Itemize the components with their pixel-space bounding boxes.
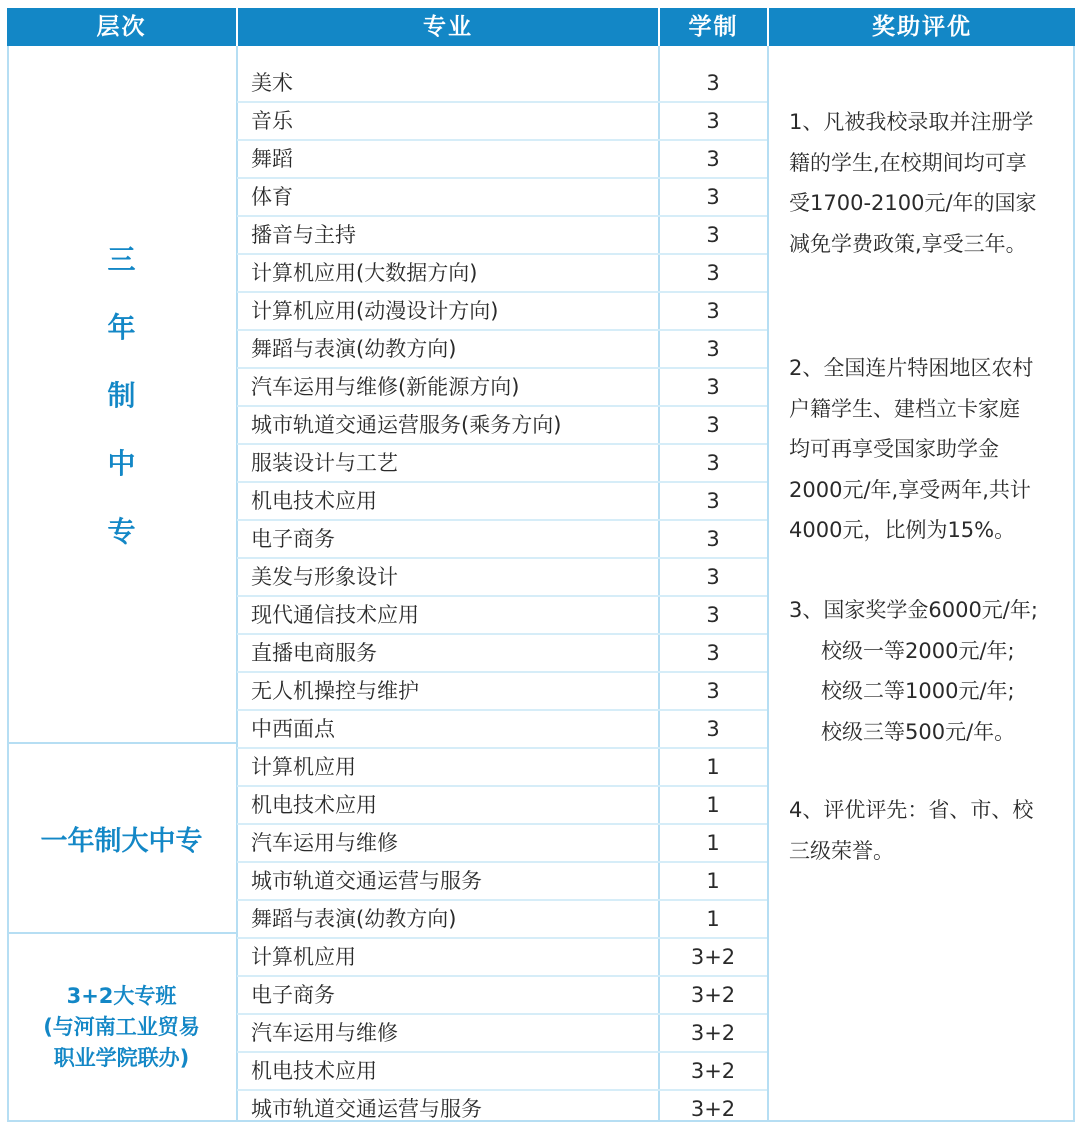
- table-row: [237, 976, 767, 1014]
- header-rewards: 奖助评优: [872, 14, 972, 40]
- table-row: [237, 786, 767, 824]
- duration-value: 3: [706, 413, 720, 437]
- duration-value: 3+2: [690, 1059, 736, 1083]
- table-row: [237, 178, 767, 216]
- reward-line: 受1700-2100元/年的国家: [789, 191, 1037, 215]
- duration-value: 3: [706, 679, 720, 703]
- table-row: [237, 406, 767, 444]
- major-name: 计算机应用: [251, 755, 356, 779]
- level-line: 3+2大专班: [66, 983, 177, 1008]
- major-name: 舞蹈与表演(幼教方向): [251, 907, 457, 931]
- table-row: [237, 1014, 767, 1052]
- major-name: 服装设计与工艺: [251, 451, 398, 475]
- reward-item-1: [789, 102, 1037, 264]
- table-row: [237, 140, 767, 178]
- reward-line: 1、凡被我校录取并注册学: [789, 110, 1034, 134]
- reward-item-3: [789, 590, 1038, 752]
- reward-line: 4、评优评先：省、市、校: [789, 798, 1034, 822]
- table-row: [237, 748, 767, 786]
- level-three-year: [7, 46, 236, 742]
- header-duration: 学制: [688, 14, 739, 40]
- major-name: 电子商务: [251, 527, 335, 551]
- duration-value: 3: [706, 375, 720, 399]
- duration-value: 3: [706, 641, 720, 665]
- duration-value: 3: [706, 261, 720, 285]
- duration-value: 3: [706, 603, 720, 627]
- major-name: 现代通信技术应用: [251, 603, 419, 627]
- duration-value: 3: [706, 717, 720, 741]
- table-row: [237, 216, 767, 254]
- duration-value: 3+2: [690, 1021, 736, 1045]
- major-name: 美术: [251, 71, 293, 95]
- major-name: 直播电商服务: [251, 641, 377, 665]
- major-name: 城市轨道交通运营与服务: [251, 869, 482, 893]
- reward-line: 2000元/年,享受两年,共计: [789, 477, 1031, 502]
- duration-value: 3: [706, 527, 720, 551]
- divider-duration: [767, 46, 769, 1122]
- level-char: 三: [107, 243, 136, 276]
- table-row: [237, 596, 767, 634]
- duration-value: 3: [706, 109, 720, 133]
- major-name: 计算机应用(动漫设计方向): [251, 299, 499, 323]
- table-row: [237, 1052, 767, 1090]
- major-name: 汽车运用与维修: [251, 831, 398, 855]
- duration-value: 3: [706, 451, 720, 475]
- table-row: [237, 254, 767, 292]
- table-row: [237, 824, 767, 862]
- major-name: 汽车运用与维修(新能源方向): [251, 375, 520, 399]
- table-row: [237, 862, 767, 900]
- duration-value: 3: [706, 147, 720, 171]
- table-header: [7, 8, 1075, 46]
- scholarship-table: [7, 8, 1075, 1122]
- level-char: 年: [107, 311, 136, 344]
- duration-value: 1: [706, 793, 720, 817]
- level-three-plus-two: [7, 934, 236, 1120]
- table-row: [237, 1090, 767, 1128]
- reward-item-2: [789, 348, 1033, 551]
- major-name: 城市轨道交通运营与服务: [251, 1097, 482, 1121]
- duration-value: 3: [706, 185, 720, 209]
- reward-item-4: [789, 790, 1033, 871]
- duration-value: 1: [706, 907, 720, 931]
- duration-value: 1: [706, 831, 720, 855]
- level-char: 制: [107, 379, 136, 412]
- reward-line: 2、全国连片特困地区农村: [789, 356, 1034, 380]
- table-row: [237, 444, 767, 482]
- reward-line: 校级三等500元/年。: [821, 719, 1016, 744]
- duration-value: 3: [706, 565, 720, 589]
- major-name: 机电技术应用: [251, 793, 377, 817]
- level-char: 中: [107, 447, 136, 480]
- table-row: [237, 710, 767, 748]
- reward-line: 户籍学生、建档立卡家庭: [789, 396, 1020, 421]
- reward-line: 校级一等2000元/年;: [821, 638, 1015, 663]
- major-name: 城市轨道交通运营服务(乘务方向): [251, 413, 562, 437]
- table-row: [237, 520, 767, 558]
- reward-line: 校级二等1000元/年;: [821, 679, 1015, 703]
- major-name: 机电技术应用: [251, 1059, 377, 1083]
- table-row: [237, 938, 767, 976]
- table-row: [237, 900, 767, 938]
- major-name: 计算机应用: [251, 945, 356, 969]
- reward-line: 3、国家奖学金6000元/年;: [789, 598, 1038, 622]
- duration-value: 3+2: [690, 1097, 736, 1121]
- table-row: [237, 368, 767, 406]
- border-right: [1073, 46, 1075, 1122]
- table-row: [237, 64, 767, 102]
- table-row: [237, 558, 767, 596]
- duration-value: 3+2: [690, 983, 736, 1007]
- header-level: 层次: [96, 14, 147, 40]
- table-row: [237, 672, 767, 710]
- level-line: 职业学院联办): [53, 1045, 190, 1070]
- major-name: 中西面点: [251, 717, 335, 741]
- reward-line: 籍的学生,在校期间均可享: [789, 150, 1027, 175]
- reward-line: 三级荣誉。: [789, 838, 894, 863]
- major-name: 舞蹈: [251, 147, 293, 171]
- table-row: [237, 330, 767, 368]
- major-name: 计算机应用(大数据方向): [251, 261, 478, 285]
- header-major: 专业: [423, 14, 473, 40]
- duration-value: 3: [706, 71, 720, 95]
- major-name: 机电技术应用: [251, 489, 377, 513]
- major-name: 舞蹈与表演(幼教方向): [251, 337, 457, 361]
- table-row: [237, 102, 767, 140]
- duration-value: 3: [706, 223, 720, 247]
- reward-line: 减免学费政策,享受三年。: [789, 231, 1027, 256]
- major-name: 美发与形象设计: [251, 565, 398, 589]
- duration-value: 3+2: [690, 945, 736, 969]
- table-row: [237, 292, 767, 330]
- table-row: [237, 634, 767, 672]
- reward-line: 均可再享受国家助学金: [789, 437, 999, 461]
- major-name: 无人机操控与维护: [251, 679, 419, 703]
- level-char: 专: [107, 515, 136, 548]
- duration-value: 1: [706, 869, 720, 893]
- table-row: [237, 482, 767, 520]
- duration-value: 1: [706, 755, 720, 779]
- duration-value: 3: [706, 299, 720, 323]
- duration-value: 3: [706, 489, 720, 513]
- reward-line: 4000元，比例为15%。: [789, 518, 1016, 542]
- major-name: 体育: [251, 185, 293, 209]
- duration-value: 3: [706, 337, 720, 361]
- level-one-year: 一年制大中专: [40, 825, 203, 857]
- major-name: 播音与主持: [251, 223, 356, 247]
- table-body: [7, 46, 1075, 1122]
- level-line: (与河南工业贸易: [43, 1014, 200, 1039]
- major-name: 汽车运用与维修: [251, 1021, 398, 1045]
- major-name: 音乐: [251, 109, 293, 133]
- major-name: 电子商务: [251, 983, 335, 1007]
